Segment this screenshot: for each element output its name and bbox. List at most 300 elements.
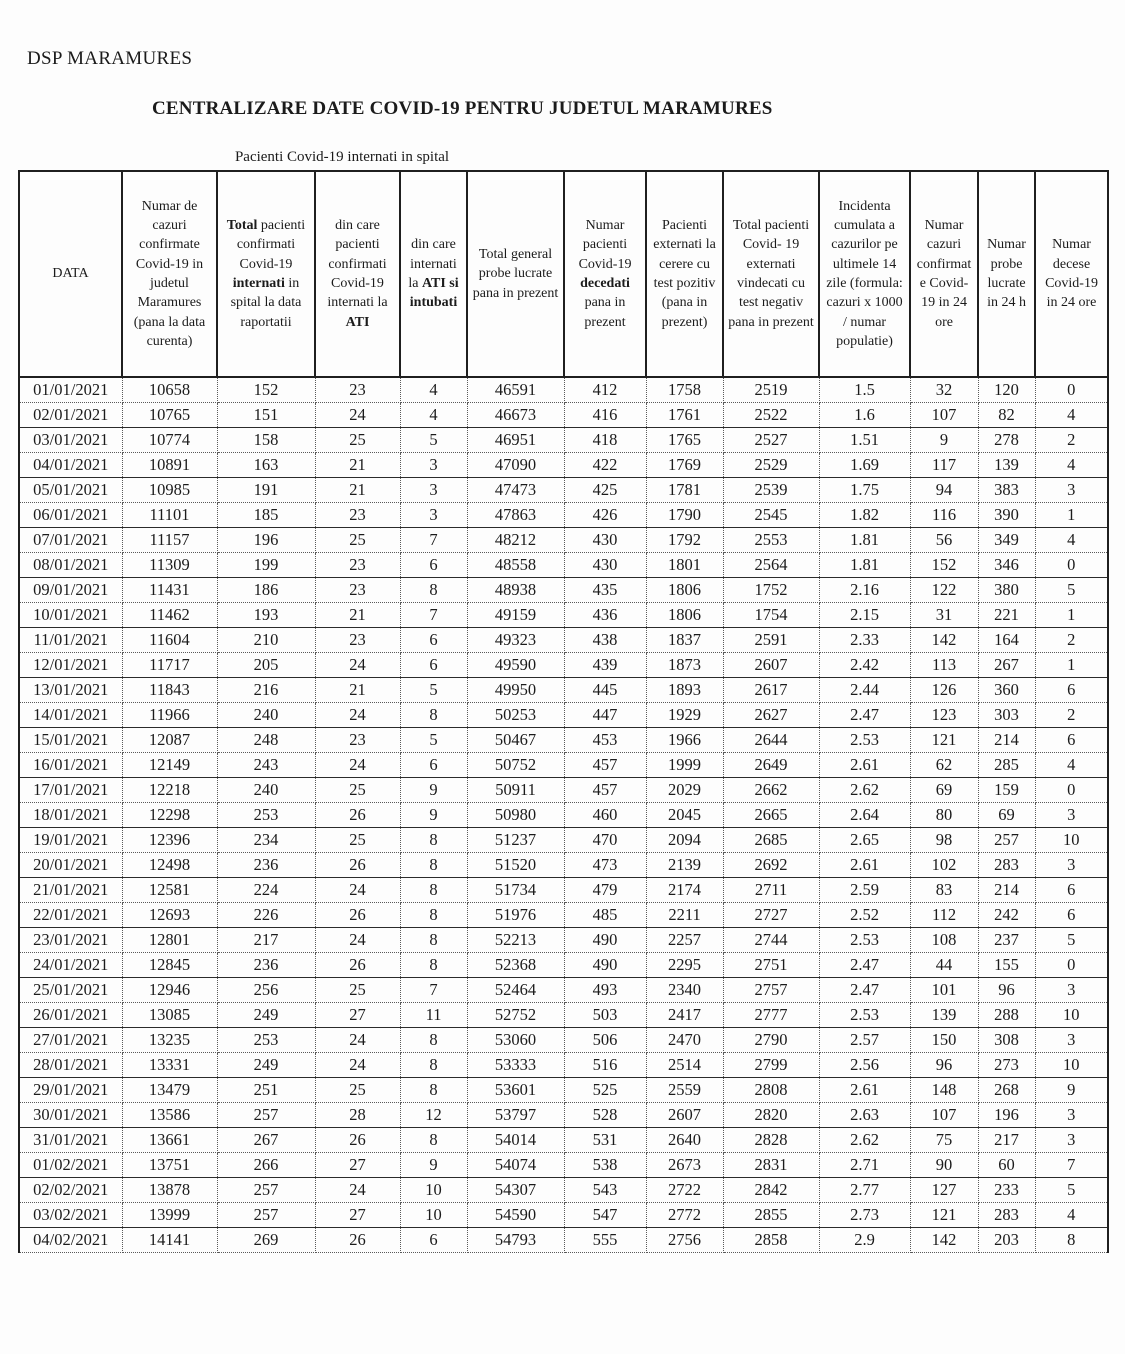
value-cell: 44 xyxy=(910,953,978,978)
value-cell: 26 xyxy=(315,903,400,928)
value-cell: 150 xyxy=(910,1028,978,1053)
value-cell: 2.62 xyxy=(819,1128,910,1153)
value-cell: 2.61 xyxy=(819,753,910,778)
value-cell: 1.51 xyxy=(819,428,910,453)
value-cell: 380 xyxy=(978,578,1035,603)
value-cell: 121 xyxy=(910,1203,978,1228)
value-cell: 5 xyxy=(400,728,467,753)
value-cell: 7 xyxy=(1035,1153,1108,1178)
value-cell: 13751 xyxy=(122,1153,217,1178)
value-cell: 2545 xyxy=(723,503,819,528)
value-cell: 47863 xyxy=(467,503,564,528)
value-cell: 82 xyxy=(978,403,1035,428)
value-cell: 12396 xyxy=(122,828,217,853)
value-cell: 490 xyxy=(564,953,646,978)
value-cell: 13661 xyxy=(122,1128,217,1153)
value-cell: 2.47 xyxy=(819,703,910,728)
value-cell: 9 xyxy=(400,803,467,828)
col-header-8: Pacienti externati la cerere cu test pozitiv (pana in prezent) xyxy=(646,171,723,377)
value-cell: 0 xyxy=(1035,778,1108,803)
value-cell: 516 xyxy=(564,1053,646,1078)
value-cell: 266 xyxy=(217,1153,315,1178)
value-cell: 243 xyxy=(217,753,315,778)
date-cell: 28/01/2021 xyxy=(19,1053,122,1078)
value-cell: 49323 xyxy=(467,628,564,653)
date-cell: 31/01/2021 xyxy=(19,1128,122,1153)
value-cell: 13331 xyxy=(122,1053,217,1078)
table-row-16/01/2021 xyxy=(19,753,1108,778)
value-cell: 2828 xyxy=(723,1128,819,1153)
value-cell: 2553 xyxy=(723,528,819,553)
value-cell: 52464 xyxy=(467,978,564,1003)
value-cell: 2777 xyxy=(723,1003,819,1028)
value-cell: 1873 xyxy=(646,653,723,678)
value-cell: 2.73 xyxy=(819,1203,910,1228)
value-cell: 6 xyxy=(400,653,467,678)
value-cell: 2820 xyxy=(723,1103,819,1128)
value-cell: 283 xyxy=(978,853,1035,878)
value-cell: 360 xyxy=(978,678,1035,703)
date-cell: 16/01/2021 xyxy=(19,753,122,778)
value-cell: 0 xyxy=(1035,953,1108,978)
value-cell: 127 xyxy=(910,1178,978,1203)
value-cell: 503 xyxy=(564,1003,646,1028)
value-cell: 5 xyxy=(1035,1178,1108,1203)
value-cell: 142 xyxy=(910,1228,978,1253)
value-cell: 69 xyxy=(978,803,1035,828)
value-cell: 10 xyxy=(400,1203,467,1228)
value-cell: 12298 xyxy=(122,803,217,828)
value-cell: 53797 xyxy=(467,1103,564,1128)
value-cell: 12087 xyxy=(122,728,217,753)
value-cell: 163 xyxy=(217,453,315,478)
table-row-24/01/2021 xyxy=(19,953,1108,978)
value-cell: 2727 xyxy=(723,903,819,928)
value-cell: 1 xyxy=(1035,653,1108,678)
value-cell: 240 xyxy=(217,778,315,803)
col-header-11: Numar cazuri confirmate Covid-19 in 24 ore xyxy=(910,171,978,377)
col-header-4: din care pacienti confirmati Covid-19 internati la ATI xyxy=(315,171,400,377)
value-cell: 151 xyxy=(217,403,315,428)
value-cell: 251 xyxy=(217,1078,315,1103)
table-row-08/01/2021 xyxy=(19,553,1108,578)
value-cell: 122 xyxy=(910,578,978,603)
value-cell: 283 xyxy=(978,1203,1035,1228)
value-cell: 257 xyxy=(978,828,1035,853)
value-cell: 2519 xyxy=(723,377,819,403)
value-cell: 24 xyxy=(315,703,400,728)
value-cell: 5 xyxy=(400,678,467,703)
value-cell: 26 xyxy=(315,853,400,878)
value-cell: 438 xyxy=(564,628,646,653)
value-cell: 11309 xyxy=(122,553,217,578)
value-cell: 4 xyxy=(1035,1203,1108,1228)
value-cell: 269 xyxy=(217,1228,315,1253)
value-cell: 13085 xyxy=(122,1003,217,1028)
value-cell: 54014 xyxy=(467,1128,564,1153)
value-cell: 2757 xyxy=(723,978,819,1003)
value-cell: 8 xyxy=(400,928,467,953)
value-cell: 25 xyxy=(315,528,400,553)
date-cell: 06/01/2021 xyxy=(19,503,122,528)
value-cell: 1.5 xyxy=(819,377,910,403)
value-cell: 9 xyxy=(400,778,467,803)
value-cell: 257 xyxy=(217,1178,315,1203)
table-row-02/01/2021 xyxy=(19,403,1108,428)
value-cell: 49590 xyxy=(467,653,564,678)
value-cell: 2139 xyxy=(646,853,723,878)
date-cell: 24/01/2021 xyxy=(19,953,122,978)
value-cell: 24 xyxy=(315,878,400,903)
table-row-02/02/2021 xyxy=(19,1178,1108,1203)
table-row-22/01/2021 xyxy=(19,903,1108,928)
table-row-06/01/2021 xyxy=(19,503,1108,528)
value-cell: 53333 xyxy=(467,1053,564,1078)
value-cell: 2.44 xyxy=(819,678,910,703)
table-row-21/01/2021 xyxy=(19,878,1108,903)
value-cell: 2.47 xyxy=(819,953,910,978)
value-cell: 26 xyxy=(315,1128,400,1153)
value-cell: 46591 xyxy=(467,377,564,403)
value-cell: 25 xyxy=(315,978,400,1003)
value-cell: 226 xyxy=(217,903,315,928)
value-cell: 10774 xyxy=(122,428,217,453)
value-cell: 2722 xyxy=(646,1178,723,1203)
value-cell: 12 xyxy=(400,1103,467,1128)
value-cell: 2756 xyxy=(646,1228,723,1253)
value-cell: 2591 xyxy=(723,628,819,653)
value-cell: 49950 xyxy=(467,678,564,703)
value-cell: 11 xyxy=(400,1003,467,1028)
value-cell: 10 xyxy=(400,1178,467,1203)
table-row-12/01/2021 xyxy=(19,653,1108,678)
date-cell: 07/01/2021 xyxy=(19,528,122,553)
value-cell: 108 xyxy=(910,928,978,953)
value-cell: 1.81 xyxy=(819,528,910,553)
value-cell: 2799 xyxy=(723,1053,819,1078)
value-cell: 0 xyxy=(1035,377,1108,403)
value-cell: 54307 xyxy=(467,1178,564,1203)
value-cell: 273 xyxy=(978,1053,1035,1078)
value-cell: 25 xyxy=(315,428,400,453)
date-cell: 12/01/2021 xyxy=(19,653,122,678)
value-cell: 102 xyxy=(910,853,978,878)
value-cell: 2.64 xyxy=(819,803,910,828)
value-cell: 0 xyxy=(1035,553,1108,578)
value-cell: 11604 xyxy=(122,628,217,653)
value-cell: 242 xyxy=(978,903,1035,928)
value-cell: 217 xyxy=(217,928,315,953)
value-cell: 236 xyxy=(217,853,315,878)
value-cell: 506 xyxy=(564,1028,646,1053)
value-cell: 24 xyxy=(315,653,400,678)
value-cell: 50752 xyxy=(467,753,564,778)
value-cell: 27 xyxy=(315,1003,400,1028)
date-cell: 29/01/2021 xyxy=(19,1078,122,1103)
value-cell: 6 xyxy=(1035,903,1108,928)
table-row-04/02/2021 xyxy=(19,1228,1108,1253)
value-cell: 5 xyxy=(1035,928,1108,953)
table-row-11/01/2021 xyxy=(19,628,1108,653)
value-cell: 12498 xyxy=(122,853,217,878)
value-cell: 2522 xyxy=(723,403,819,428)
value-cell: 48938 xyxy=(467,578,564,603)
value-cell: 1.81 xyxy=(819,553,910,578)
value-cell: 121 xyxy=(910,728,978,753)
table-row-27/01/2021 xyxy=(19,1028,1108,1053)
value-cell: 445 xyxy=(564,678,646,703)
value-cell: 8 xyxy=(400,1053,467,1078)
value-cell: 390 xyxy=(978,503,1035,528)
table-row-31/01/2021 xyxy=(19,1128,1108,1153)
table-row-14/01/2021 xyxy=(19,703,1108,728)
value-cell: 1.6 xyxy=(819,403,910,428)
value-cell: 2.42 xyxy=(819,653,910,678)
value-cell: 9 xyxy=(1035,1078,1108,1103)
value-cell: 1765 xyxy=(646,428,723,453)
value-cell: 2607 xyxy=(723,653,819,678)
value-cell: 2257 xyxy=(646,928,723,953)
value-cell: 75 xyxy=(910,1128,978,1153)
value-cell: 51520 xyxy=(467,853,564,878)
value-cell: 6 xyxy=(400,553,467,578)
value-cell: 83 xyxy=(910,878,978,903)
value-cell: 1.82 xyxy=(819,503,910,528)
value-cell: 2.33 xyxy=(819,628,910,653)
value-cell: 107 xyxy=(910,403,978,428)
value-cell: 425 xyxy=(564,478,646,503)
table-row-03/02/2021 xyxy=(19,1203,1108,1228)
table-row-30/01/2021 xyxy=(19,1103,1108,1128)
value-cell: 210 xyxy=(217,628,315,653)
value-cell: 3 xyxy=(400,503,467,528)
date-cell: 02/01/2021 xyxy=(19,403,122,428)
value-cell: 248 xyxy=(217,728,315,753)
value-cell: 490 xyxy=(564,928,646,953)
value-cell: 11101 xyxy=(122,503,217,528)
value-cell: 214 xyxy=(978,728,1035,753)
value-cell: 435 xyxy=(564,578,646,603)
date-cell: 03/02/2021 xyxy=(19,1203,122,1228)
value-cell: 1 xyxy=(1035,603,1108,628)
value-cell: 205 xyxy=(217,653,315,678)
value-cell: 2808 xyxy=(723,1078,819,1103)
value-cell: 113 xyxy=(910,653,978,678)
value-cell: 21 xyxy=(315,678,400,703)
value-cell: 1801 xyxy=(646,553,723,578)
table-row-29/01/2021 xyxy=(19,1078,1108,1103)
value-cell: 214 xyxy=(978,878,1035,903)
value-cell: 54793 xyxy=(467,1228,564,1253)
value-cell: 2.16 xyxy=(819,578,910,603)
value-cell: 1761 xyxy=(646,403,723,428)
value-cell: 2.59 xyxy=(819,878,910,903)
value-cell: 2617 xyxy=(723,678,819,703)
date-cell: 09/01/2021 xyxy=(19,578,122,603)
value-cell: 2627 xyxy=(723,703,819,728)
value-cell: 54074 xyxy=(467,1153,564,1178)
value-cell: 2470 xyxy=(646,1028,723,1053)
col-header-6: Total general probe lucrate pana in prezent xyxy=(467,171,564,377)
value-cell: 126 xyxy=(910,678,978,703)
value-cell: 3 xyxy=(1035,478,1108,503)
value-cell: 120 xyxy=(978,377,1035,403)
value-cell: 11431 xyxy=(122,578,217,603)
value-cell: 6 xyxy=(1035,678,1108,703)
value-cell: 2.61 xyxy=(819,1078,910,1103)
table-row-15/01/2021 xyxy=(19,728,1108,753)
date-cell: 03/01/2021 xyxy=(19,428,122,453)
value-cell: 12218 xyxy=(122,778,217,803)
value-cell: 525 xyxy=(564,1078,646,1103)
value-cell: 23 xyxy=(315,728,400,753)
value-cell: 2.15 xyxy=(819,603,910,628)
col-header-3: Total pacienti confirmati Covid-19 internati in spital la data raportatii xyxy=(217,171,315,377)
value-cell: 2.53 xyxy=(819,728,910,753)
value-cell: 8 xyxy=(400,828,467,853)
value-cell: 25 xyxy=(315,1078,400,1103)
value-cell: 158 xyxy=(217,428,315,453)
col-header-1: DATA xyxy=(19,171,122,377)
value-cell: 4 xyxy=(400,377,467,403)
value-cell: 24 xyxy=(315,753,400,778)
value-cell: 6 xyxy=(400,753,467,778)
value-cell: 24 xyxy=(315,928,400,953)
date-cell: 18/01/2021 xyxy=(19,803,122,828)
value-cell: 191 xyxy=(217,478,315,503)
value-cell: 547 xyxy=(564,1203,646,1228)
table-row-03/01/2021 xyxy=(19,428,1108,453)
value-cell: 164 xyxy=(978,628,1035,653)
value-cell: 12845 xyxy=(122,953,217,978)
value-cell: 460 xyxy=(564,803,646,828)
value-cell: 267 xyxy=(978,653,1035,678)
value-cell: 234 xyxy=(217,828,315,853)
value-cell: 2.71 xyxy=(819,1153,910,1178)
value-cell: 32 xyxy=(910,377,978,403)
value-cell: 49159 xyxy=(467,603,564,628)
value-cell: 2.9 xyxy=(819,1228,910,1253)
value-cell: 155 xyxy=(978,953,1035,978)
value-cell: 457 xyxy=(564,778,646,803)
value-cell: 11157 xyxy=(122,528,217,553)
date-cell: 26/01/2021 xyxy=(19,1003,122,1028)
value-cell: 139 xyxy=(910,1003,978,1028)
value-cell: 196 xyxy=(217,528,315,553)
value-cell: 555 xyxy=(564,1228,646,1253)
col-header-13: Numar decese Covid-19 in 24 ore xyxy=(1035,171,1108,377)
value-cell: 10 xyxy=(1035,1053,1108,1078)
value-cell: 50253 xyxy=(467,703,564,728)
value-cell: 2692 xyxy=(723,853,819,878)
value-cell: 2665 xyxy=(723,803,819,828)
value-cell: 23 xyxy=(315,377,400,403)
value-cell: 96 xyxy=(978,978,1035,1003)
value-cell: 1781 xyxy=(646,478,723,503)
value-cell: 10985 xyxy=(122,478,217,503)
value-cell: 148 xyxy=(910,1078,978,1103)
value-cell: 4 xyxy=(1035,753,1108,778)
value-cell: 285 xyxy=(978,753,1035,778)
value-cell: 412 xyxy=(564,377,646,403)
value-cell: 479 xyxy=(564,878,646,903)
value-cell: 457 xyxy=(564,753,646,778)
value-cell: 8 xyxy=(400,578,467,603)
value-cell: 13479 xyxy=(122,1078,217,1103)
value-cell: 2211 xyxy=(646,903,723,928)
value-cell: 12946 xyxy=(122,978,217,1003)
table-row-04/01/2021 xyxy=(19,453,1108,478)
value-cell: 1754 xyxy=(723,603,819,628)
value-cell: 101 xyxy=(910,978,978,1003)
value-cell: 196 xyxy=(978,1103,1035,1128)
value-cell: 23 xyxy=(315,628,400,653)
value-cell: 139 xyxy=(978,453,1035,478)
value-cell: 4 xyxy=(1035,453,1108,478)
table-row-09/01/2021 xyxy=(19,578,1108,603)
group-header-spacer-left xyxy=(19,145,217,171)
value-cell: 13586 xyxy=(122,1103,217,1128)
value-cell: 26 xyxy=(315,953,400,978)
value-cell: 25 xyxy=(315,828,400,853)
value-cell: 51976 xyxy=(467,903,564,928)
value-cell: 10658 xyxy=(122,377,217,403)
value-cell: 27 xyxy=(315,1203,400,1228)
col-header-7: Numar pacienti Covid-19 decedati pana in prezent xyxy=(564,171,646,377)
value-cell: 112 xyxy=(910,903,978,928)
value-cell: 25 xyxy=(315,778,400,803)
value-cell: 80 xyxy=(910,803,978,828)
value-cell: 53601 xyxy=(467,1078,564,1103)
covid-data-table xyxy=(18,145,1109,1253)
value-cell: 2029 xyxy=(646,778,723,803)
value-cell: 142 xyxy=(910,628,978,653)
value-cell: 21 xyxy=(315,603,400,628)
value-cell: 3 xyxy=(1035,978,1108,1003)
table-row-01/01/2021 xyxy=(19,377,1108,403)
value-cell: 2790 xyxy=(723,1028,819,1053)
value-cell: 9 xyxy=(400,1153,467,1178)
value-cell: 159 xyxy=(978,778,1035,803)
value-cell: 8 xyxy=(400,953,467,978)
value-cell: 7 xyxy=(400,978,467,1003)
value-cell: 51734 xyxy=(467,878,564,903)
value-cell: 186 xyxy=(217,578,315,603)
value-cell: 453 xyxy=(564,728,646,753)
value-cell: 3 xyxy=(1035,853,1108,878)
value-cell: 249 xyxy=(217,1053,315,1078)
value-cell: 6 xyxy=(400,628,467,653)
table-row-10/01/2021 xyxy=(19,603,1108,628)
value-cell: 52213 xyxy=(467,928,564,953)
value-cell: 47090 xyxy=(467,453,564,478)
value-cell: 2.53 xyxy=(819,1003,910,1028)
value-cell: 288 xyxy=(978,1003,1035,1028)
value-cell: 233 xyxy=(978,1178,1035,1203)
value-cell: 538 xyxy=(564,1153,646,1178)
value-cell: 422 xyxy=(564,453,646,478)
value-cell: 94 xyxy=(910,478,978,503)
value-cell: 2607 xyxy=(646,1103,723,1128)
date-cell: 02/02/2021 xyxy=(19,1178,122,1203)
value-cell: 152 xyxy=(910,553,978,578)
value-cell: 2340 xyxy=(646,978,723,1003)
value-cell: 1.75 xyxy=(819,478,910,503)
table-row-26/01/2021 xyxy=(19,1003,1108,1028)
value-cell: 221 xyxy=(978,603,1035,628)
value-cell: 123 xyxy=(910,703,978,728)
value-cell: 2.47 xyxy=(819,978,910,1003)
